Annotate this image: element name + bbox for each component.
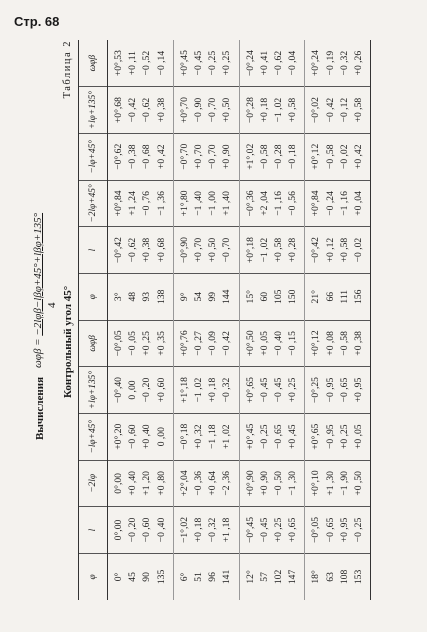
data-table — [78, 40, 371, 600]
rotated-table-block — [28, 40, 398, 600]
table-cell: 6° 51 96 141 — [173, 553, 239, 600]
table-cell: +1°,02 −0 ,58 −0 ,28 −0 ,18 — [239, 133, 305, 180]
column-header: ωφβ — [79, 320, 108, 367]
column-header: +lφ+135° — [79, 367, 108, 414]
table-cell: 21° 66 111 156 — [305, 273, 371, 320]
table-cell: −1°,02 +0 ,18 −0 ,32 +1 ,18 — [173, 507, 239, 554]
column-header: +lφ+135° — [79, 87, 108, 134]
table-cell: +0°,12 +0 ,08 −0 ,58 +0 ,38 — [305, 320, 371, 367]
table-cell: −0°,40 0 ,00 −0 ,20 +0 ,60 — [108, 367, 174, 414]
table-cell: −0°,62 −0 ,38 −0 ,68 +0 ,42 — [108, 133, 174, 180]
column-header: −2lφ — [79, 460, 108, 507]
page-number-header: Стр. 68 — [14, 14, 60, 29]
table-cell: −0°,02 −0 ,42 −0 ,12 +0 ,58 — [305, 87, 371, 134]
table-row-group — [305, 40, 371, 600]
table-cell: −0°,45 −0 ,45 +0 ,25 +0 ,65 — [239, 507, 305, 554]
formula-numerator: −2lφβ−lβφ+45°+lβφ+135° — [32, 212, 44, 336]
table-cell: −0°,25 −0 ,95 −0 ,65 +0 ,95 — [305, 367, 371, 414]
table-cell: +0°,84 −0 ,24 −1 ,16 +0 ,04 — [305, 180, 371, 227]
column-header: −lφ+45° — [79, 413, 108, 460]
table-cell: −0°,36 +2 ,04 −1 ,16 −0 ,56 — [239, 180, 305, 227]
column-header: −lφ+45° — [79, 133, 108, 180]
table-cell: 0° 45 90 135 — [108, 553, 174, 600]
column-header: l — [79, 507, 108, 554]
table-cell: +2°,04 −0 ,36 +0 ,64 −2 ,36 — [173, 460, 239, 507]
table-cell: −0°,18 +0 ,32 −1 ,18 +1 ,02 — [173, 413, 239, 460]
column-header: −2lφ+45° — [79, 180, 108, 227]
table-cell: +0°,65 −0 ,45 −0 ,45 +0 ,25 — [239, 367, 305, 414]
table-cell: +0°,90 +0 ,90 −0 ,50 −1 ,30 — [239, 460, 305, 507]
table-cell: 12° 57 102 147 — [239, 553, 305, 600]
column-header: φ — [79, 553, 108, 600]
table-cell: +0°,68 −0 ,42 −0 ,62 +0 ,38 — [108, 87, 174, 134]
table-cell: +0°,10 +1 ,30 −1 ,90 +0 ,50 — [305, 460, 371, 507]
formula-label: Вычисления — [34, 376, 46, 440]
table-cell: +0°,53 +0 ,11 −0 ,52 −0 ,14 — [108, 40, 174, 87]
table-cell: +1°,18 −1 ,02 +0 ,18 −0 ,32 — [173, 367, 239, 414]
table-cell: +0°,20 −0 ,60 +0 ,40 0 ,00 — [108, 413, 174, 460]
table-header-row — [79, 40, 108, 600]
table-cell: 0°,00 +0 ,40 +1 ,20 +0 ,80 — [108, 460, 174, 507]
table-cell: +0°,45 −0 ,25 −0 ,65 +0 ,45 — [239, 413, 305, 460]
table-cell: −0°,42 −0 ,62 +0 ,38 +0 ,68 — [108, 227, 174, 274]
table-cell: +0°,76 −0 ,27 −0 ,09 −0 ,42 — [173, 320, 239, 367]
table-cell: +0°,84 +1 ,24 −0 ,76 −1 ,36 — [108, 180, 174, 227]
column-header: φ — [79, 273, 108, 320]
table-cell: 9° 54 99 144 — [173, 273, 239, 320]
table-cell: −0°,05 −0 ,05 +0 ,25 +0 ,35 — [108, 320, 174, 367]
table-cell: +1°,80 −1 ,40 −1 ,00 +1 ,40 — [173, 180, 239, 227]
table-cell: 15° 60 105 150 — [239, 273, 305, 320]
table-cell: +0°,50 +0 ,05 −0 ,40 −0 ,15 — [239, 320, 305, 367]
table-cell: −0°,42 +0 ,12 +0 ,58 −0 ,02 — [305, 227, 371, 274]
table-cell: 3° 48 93 138 — [108, 273, 174, 320]
table-cell: −0°,28 +0 ,18 −1 ,02 +0 ,58 — [239, 87, 305, 134]
table-cell: −0°,05 −0 ,65 +0 ,95 −0 ,25 — [305, 507, 371, 554]
table-cell: +0°,45 −0 ,45 −0 ,25 +0 ,25 — [173, 40, 239, 87]
table-row-group — [173, 40, 239, 600]
table-cell: +0°,18 −1 ,02 +0 ,58 +0 ,28 — [239, 227, 305, 274]
table-caption: Таблица 2 — [62, 40, 73, 99]
column-header: ωφβ — [79, 40, 108, 87]
table-cell: +0°,65 −0 ,95 +0 ,25 +0 ,05 — [305, 413, 371, 460]
formula-expression — [32, 213, 44, 368]
control-angle-title: Контрольный угол 45° — [62, 285, 74, 398]
table-cell: +0°,24 −0 ,19 −0 ,32 +0 ,26 — [305, 40, 371, 87]
table-cell: −0°,70 +0 ,70 −0 ,70 +0 ,90 — [173, 133, 239, 180]
table-cell: −0°,90 +0 ,70 +0 ,50 −0 ,70 — [173, 227, 239, 274]
formula-denominator: 4 — [46, 302, 58, 308]
table-cell: +0°,12 −0 ,58 −0 ,02 +0 ,42 — [305, 133, 371, 180]
table-cell: +0°,70 −0 ,90 −0 ,70 +0 ,50 — [173, 87, 239, 134]
table-cell: 0°,00 −0 ,20 −0 ,60 −0 ,40 — [108, 507, 174, 554]
table-row-group — [239, 40, 305, 600]
table-row-group — [108, 40, 174, 600]
column-header: l — [79, 227, 108, 274]
table-cell: 18° 63 108 153 — [305, 553, 371, 600]
formula-lhs: ωφβ = — [32, 335, 44, 368]
table-cell: −0°,24 +0 ,41 −0 ,62 −0 ,04 — [239, 40, 305, 87]
